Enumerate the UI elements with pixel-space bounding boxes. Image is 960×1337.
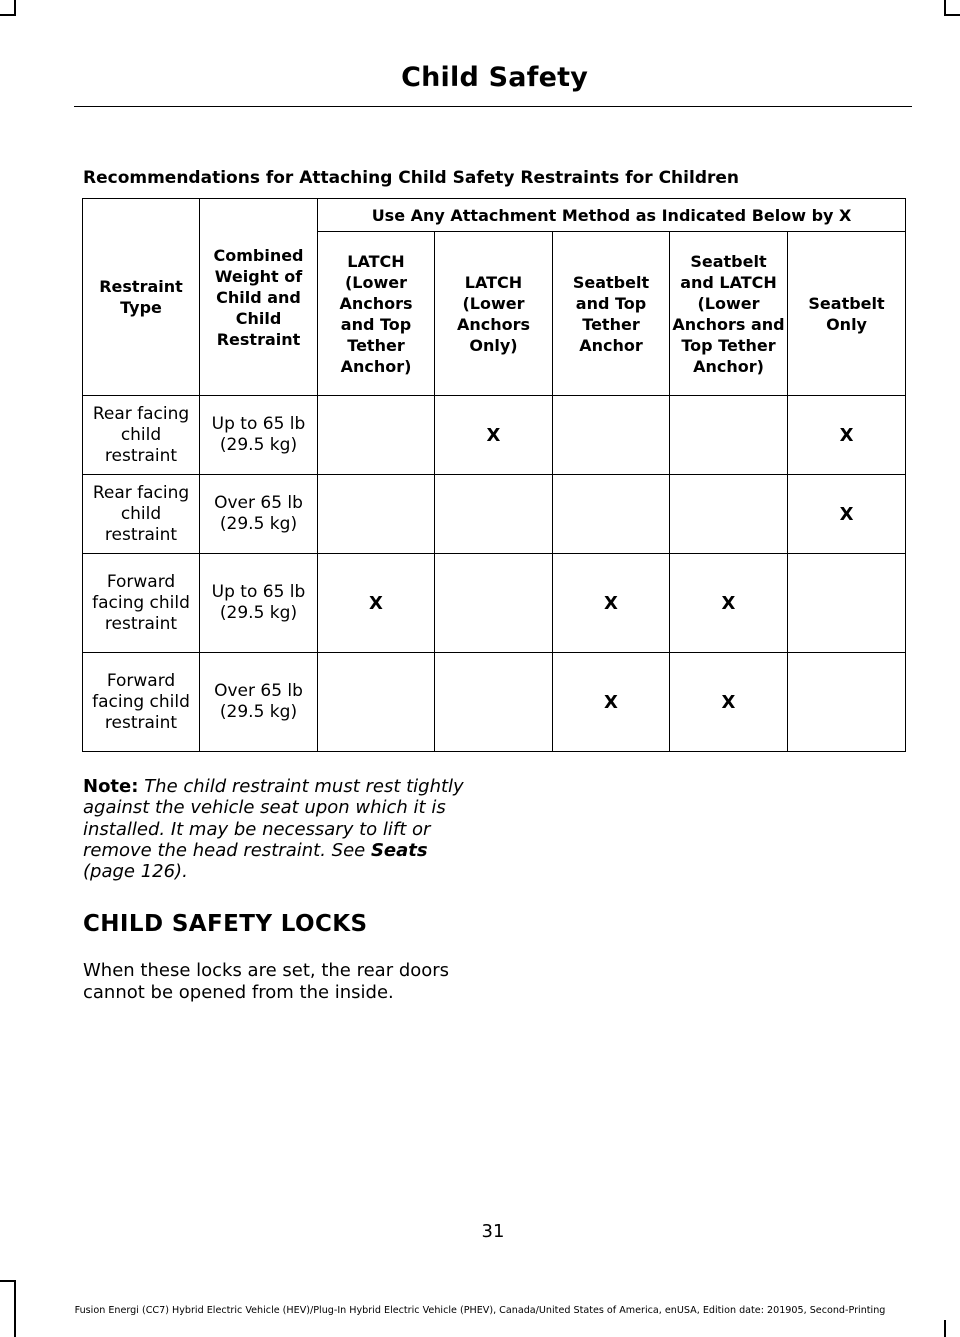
weight-cell: Up to 65 lb (29.5 kg): [200, 396, 318, 475]
method-mark-cell: X: [553, 554, 670, 653]
restraint-table: [82, 198, 906, 752]
method-mark-cell: [788, 554, 906, 653]
method-mark-cell: [670, 396, 788, 475]
method-mark-cell: [435, 475, 553, 554]
restraint-type-cell: Forward facing child restraint: [83, 653, 200, 752]
method-mark-cell: X: [670, 653, 788, 752]
method-mark-cell: [435, 653, 553, 752]
method-mark-cell: X: [788, 396, 906, 475]
method-mark-cell: X: [553, 653, 670, 752]
restraint-type-cell: Rear facing child restraint: [83, 475, 200, 554]
weight-cell: Over 65 lb (29.5 kg): [200, 475, 318, 554]
header-method-seatbelt-top-tether: Seatbelt and Top Tether Anchor: [553, 232, 670, 396]
note-text: The child restraint must rest tightly against the vehicle seat upon which it is installed. It may be necessary to lift or remove the head restraint. See: [83, 776, 464, 861]
page-title: Child Safety: [401, 62, 588, 93]
header-method-seatbelt-only: Seatbelt Only: [788, 232, 906, 396]
method-mark-cell: X: [788, 475, 906, 554]
method-mark-cell: X: [435, 396, 553, 475]
restraint-type-cell: Forward facing child restraint: [83, 554, 200, 653]
section-body-text: When these locks are set, the rear doors cannot be opened from the inside.: [83, 960, 450, 1003]
weight-cell: Up to 65 lb (29.5 kg): [200, 554, 318, 653]
table-row: [83, 554, 906, 653]
crop-mark-bottom-left: [0, 1280, 16, 1282]
method-mark-cell: X: [670, 554, 788, 653]
header-method-latch-lower-only: LATCH (Lower Anchors Only): [435, 232, 553, 396]
crop-mark-top-right: [944, 14, 960, 16]
header-combined-weight: Combined Weight of Child and Child Restraint: [200, 199, 318, 396]
seats-page-reference[interactable]: Seats: [370, 839, 428, 861]
method-mark-cell: [435, 554, 553, 653]
footer-edition-info: Fusion Energi (CC7) Hybrid Electric Vehicle (HEV)/Plug-In Hybrid Electric Vehicle (PHEV), Canada/United States of America, enUSA, Edition date: 201905, Second-Printing: [74, 1305, 886, 1316]
table-row: [83, 475, 906, 554]
method-mark-cell: [553, 396, 670, 475]
page-number: 31: [481, 1221, 505, 1242]
table-caption: Recommendations for Attaching Child Safety Restraints for Children: [83, 168, 740, 188]
method-mark-cell: X: [318, 554, 435, 653]
header-method-latch-top-tether: LATCH (Lower Anchors and Top Tether Anchor): [318, 232, 435, 396]
crop-mark-top-left: [0, 14, 16, 16]
header-restraint-type: Restraint Type: [83, 199, 200, 396]
method-mark-cell: [318, 653, 435, 752]
note-paragraph: [83, 776, 478, 882]
method-mark-cell: [553, 475, 670, 554]
note-page-reference: (page 126).: [83, 861, 188, 883]
table-row: [83, 396, 906, 475]
note-label: Note:: [83, 776, 139, 797]
restraint-type-cell: Rear facing child restraint: [83, 396, 200, 475]
method-mark-cell: [670, 475, 788, 554]
header-divider: [74, 106, 912, 107]
method-mark-cell: [318, 396, 435, 475]
weight-cell: Over 65 lb (29.5 kg): [200, 653, 318, 752]
section-heading: CHILD SAFETY LOCKS: [83, 911, 368, 937]
header-method-seatbelt-latch: Seatbelt and LATCH (Lower Anchors and Top Tether Anchor): [670, 232, 788, 396]
method-mark-cell: [788, 653, 906, 752]
table-row: [83, 653, 906, 752]
header-attachment-methods: Use Any Attachment Method as Indicated Below by X: [318, 199, 906, 232]
method-mark-cell: [318, 475, 435, 554]
crop-mark-bottom-right: [944, 1320, 946, 1337]
